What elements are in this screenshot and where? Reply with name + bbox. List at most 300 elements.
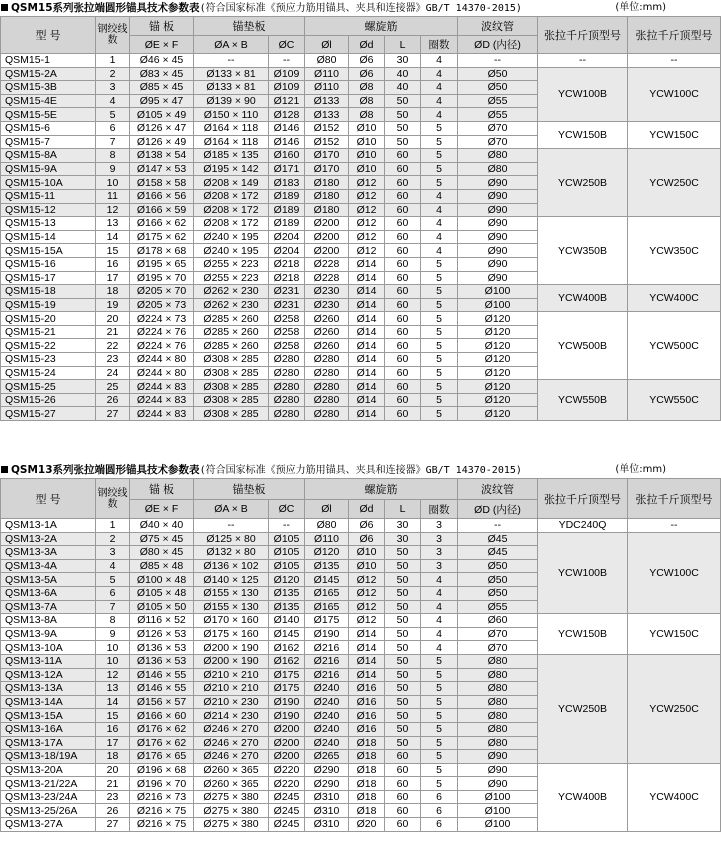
header-model: 型 号	[1, 479, 96, 519]
subheader-c: ØC	[269, 36, 305, 54]
cell-spiral-l: Ø260	[305, 325, 349, 339]
cell-anchor-plate: Ø244 × 83	[130, 393, 194, 407]
cell-jack-b: --	[538, 54, 628, 68]
header-spiral: 螺旋筋	[305, 17, 458, 36]
cell-bearing-c: Ø245	[269, 790, 305, 804]
cell-strands: 9	[96, 627, 130, 641]
cell-spiral-l: Ø170	[305, 149, 349, 163]
cell-model: QSM15-2A	[1, 67, 96, 81]
cell-bearing-plate: Ø208 × 172	[194, 189, 269, 203]
cell-spiral-l: Ø165	[305, 600, 349, 614]
cell-model: QSM13-21/22A	[1, 777, 96, 791]
cell-spiral-length: 60	[385, 244, 421, 258]
cell-spiral-turns: 5	[421, 763, 458, 777]
cell-jack-c: YCW100C	[628, 532, 721, 614]
cell-spiral-d: Ø10	[349, 546, 385, 560]
cell-spiral-turns: 6	[421, 804, 458, 818]
cell-spiral-length: 60	[385, 162, 421, 176]
cell-spiral-d: Ø14	[349, 353, 385, 367]
cell-bearing-plate: Ø185 × 135	[194, 149, 269, 163]
cell-spiral-l: Ø145	[305, 573, 349, 587]
cell-model: QSM15-7	[1, 135, 96, 149]
cell-jack-c: YCW250C	[628, 149, 721, 217]
cell-spiral-d: Ø14	[349, 271, 385, 285]
cell-strands: 27	[96, 407, 130, 421]
cell-model: QSM15-10A	[1, 176, 96, 190]
cell-duct: Ø90	[458, 271, 538, 285]
cell-spiral-l: Ø216	[305, 654, 349, 668]
cell-spiral-d: Ø14	[349, 654, 385, 668]
cell-spiral-d: Ø16	[349, 722, 385, 736]
cell-duct: Ø80	[458, 654, 538, 668]
cell-bearing-c: Ø128	[269, 108, 305, 122]
cell-bearing-plate: Ø285 × 260	[194, 339, 269, 353]
cell-model: QSM13-27A	[1, 818, 96, 832]
cell-duct: --	[458, 54, 538, 68]
cell-anchor-plate: Ø244 × 83	[130, 380, 194, 394]
cell-spiral-length: 50	[385, 682, 421, 696]
table-row	[1, 121, 721, 135]
cell-spiral-l: Ø240	[305, 682, 349, 696]
cell-duct: Ø55	[458, 600, 538, 614]
cell-spiral-d: Ø6	[349, 532, 385, 546]
cell-spiral-d: Ø8	[349, 81, 385, 95]
cell-spiral-length: 50	[385, 573, 421, 587]
cell-spiral-length: 60	[385, 763, 421, 777]
cell-bearing-plate: Ø200 × 190	[194, 641, 269, 655]
cell-spiral-l: Ø290	[305, 763, 349, 777]
cell-duct: Ø50	[458, 81, 538, 95]
cell-spiral-length: 50	[385, 668, 421, 682]
cell-spiral-turns: 3	[421, 532, 458, 546]
cell-spiral-turns: 4	[421, 189, 458, 203]
cell-spiral-d: Ø18	[349, 736, 385, 750]
cell-strands: 17	[96, 736, 130, 750]
cell-model: QSM15-19	[1, 298, 96, 312]
qsm15-section	[0, 0, 713, 421]
cell-strands: 13	[96, 217, 130, 231]
cell-duct: Ø100	[458, 804, 538, 818]
cell-model: QSM15-24	[1, 366, 96, 380]
cell-spiral-turns: 4	[421, 203, 458, 217]
subheader-c: ØC	[269, 500, 305, 519]
cell-anchor-plate: Ø146 × 55	[130, 682, 194, 696]
cell-bearing-c: Ø105	[269, 546, 305, 560]
cell-strands: 26	[96, 393, 130, 407]
cell-duct: Ø80	[458, 162, 538, 176]
cell-strands: 3	[96, 81, 130, 95]
header-duct: 波纹管	[458, 479, 538, 500]
cell-spiral-turns: 5	[421, 736, 458, 750]
cell-anchor-plate: Ø178 × 68	[130, 244, 194, 258]
cell-spiral-turns: 3	[421, 519, 458, 533]
cell-bearing-c: Ø105	[269, 532, 305, 546]
cell-duct: Ø50	[458, 573, 538, 587]
cell-bearing-c: Ø135	[269, 600, 305, 614]
cell-duct: Ø90	[458, 230, 538, 244]
cell-model: QSM13-10A	[1, 641, 96, 655]
cell-model: QSM15-8A	[1, 149, 96, 163]
cell-spiral-d: Ø18	[349, 763, 385, 777]
cell-spiral-d: Ø14	[349, 380, 385, 394]
cell-model: QSM13-17A	[1, 736, 96, 750]
cell-spiral-l: Ø240	[305, 709, 349, 723]
cell-model: QSM13-11A	[1, 654, 96, 668]
cell-bearing-plate: Ø308 × 285	[194, 366, 269, 380]
cell-spiral-length: 60	[385, 366, 421, 380]
cell-duct: Ø70	[458, 641, 538, 655]
cell-duct: Ø120	[458, 366, 538, 380]
cell-duct: Ø80	[458, 709, 538, 723]
cell-bearing-c: Ø200	[269, 750, 305, 764]
cell-spiral-l: Ø110	[305, 67, 349, 81]
cell-bearing-plate: Ø133 × 81	[194, 67, 269, 81]
cell-anchor-plate: Ø216 × 73	[130, 790, 194, 804]
cell-strands: 8	[96, 614, 130, 628]
cell-spiral-turns: 4	[421, 81, 458, 95]
subheader-l: Øl	[305, 500, 349, 519]
cell-model: QSM13-16A	[1, 722, 96, 736]
cell-model: QSM13-5A	[1, 573, 96, 587]
cell-duct: Ø90	[458, 763, 538, 777]
header-strands: 钢绞线数	[96, 17, 130, 54]
cell-spiral-length: 60	[385, 271, 421, 285]
cell-spiral-l: Ø280	[305, 366, 349, 380]
cell-spiral-l: Ø310	[305, 818, 349, 832]
qsm15-standard: (符合国家标准《预应力筋用锚具、夹具和连接器》GB/T 14370-2015)	[199, 3, 522, 14]
cell-anchor-plate: Ø176 × 62	[130, 736, 194, 750]
cell-strands: 16	[96, 257, 130, 271]
cell-bearing-plate: Ø275 × 380	[194, 818, 269, 832]
cell-bearing-c: Ø189	[269, 217, 305, 231]
cell-anchor-plate: Ø85 × 48	[130, 559, 194, 573]
cell-anchor-plate: Ø244 × 80	[130, 353, 194, 367]
cell-spiral-length: 60	[385, 176, 421, 190]
cell-anchor-plate: Ø85 × 45	[130, 81, 194, 95]
cell-jack-b: YCW400B	[538, 763, 628, 831]
cell-bearing-c: Ø204	[269, 244, 305, 258]
cell-bearing-c: Ø200	[269, 722, 305, 736]
cell-bearing-c: Ø105	[269, 559, 305, 573]
cell-duct: Ø80	[458, 682, 538, 696]
cell-anchor-plate: Ø95 × 47	[130, 94, 194, 108]
cell-anchor-plate: Ø83 × 45	[130, 67, 194, 81]
cell-anchor-plate: Ø40 × 40	[130, 519, 194, 533]
cell-bearing-c: Ø162	[269, 654, 305, 668]
cell-spiral-d: Ø14	[349, 339, 385, 353]
cell-bearing-c: Ø120	[269, 573, 305, 587]
cell-spiral-d: Ø14	[349, 366, 385, 380]
cell-spiral-d: Ø6	[349, 519, 385, 533]
cell-spiral-l: Ø280	[305, 407, 349, 421]
cell-spiral-l: Ø290	[305, 777, 349, 791]
subheader-turns: 圈数	[421, 500, 458, 519]
cell-bearing-c: Ø245	[269, 818, 305, 832]
qsm13-section	[0, 462, 713, 832]
cell-spiral-l: Ø170	[305, 162, 349, 176]
header-spiral: 螺旋筋	[305, 479, 458, 500]
cell-spiral-d: Ø12	[349, 176, 385, 190]
cell-spiral-turns: 4	[421, 244, 458, 258]
qsm15-title-bar	[0, 0, 680, 16]
cell-strands: 14	[96, 230, 130, 244]
cell-spiral-d: Ø12	[349, 244, 385, 258]
cell-strands: 3	[96, 546, 130, 560]
cell-spiral-turns: 5	[421, 135, 458, 149]
cell-duct: Ø50	[458, 67, 538, 81]
cell-spiral-l: Ø120	[305, 546, 349, 560]
header-anchor-plate: 锚 板	[130, 479, 194, 500]
cell-duct: Ø90	[458, 750, 538, 764]
cell-jack-c: YCW400C	[628, 763, 721, 831]
cell-spiral-d: Ø12	[349, 230, 385, 244]
cell-model: QSM15-5E	[1, 108, 96, 122]
cell-spiral-length: 60	[385, 189, 421, 203]
cell-spiral-d: Ø12	[349, 217, 385, 231]
cell-spiral-turns: 5	[421, 366, 458, 380]
cell-bearing-plate: Ø133 × 81	[194, 81, 269, 95]
cell-strands: 10	[96, 176, 130, 190]
cell-spiral-turns: 4	[421, 67, 458, 81]
cell-bearing-c: Ø200	[269, 736, 305, 750]
cell-bearing-plate: Ø150 × 110	[194, 108, 269, 122]
cell-bearing-c: Ø280	[269, 393, 305, 407]
cell-bearing-plate: Ø308 × 285	[194, 393, 269, 407]
cell-spiral-length: 50	[385, 709, 421, 723]
cell-spiral-d: Ø12	[349, 600, 385, 614]
cell-bearing-plate: Ø240 × 195	[194, 244, 269, 258]
cell-bearing-plate: Ø210 × 230	[194, 695, 269, 709]
cell-strands: 19	[96, 298, 130, 312]
header-strands: 钢绞线数	[96, 479, 130, 519]
cell-bearing-plate: Ø308 × 285	[194, 407, 269, 421]
cell-model: QSM13-4A	[1, 559, 96, 573]
cell-jack-b: YCW250B	[538, 149, 628, 217]
header-jack-b: 张拉千斤顶型号	[538, 479, 628, 519]
cell-strands: 12	[96, 203, 130, 217]
cell-anchor-plate: Ø147 × 53	[130, 162, 194, 176]
cell-spiral-d: Ø12	[349, 586, 385, 600]
cell-spiral-turns: 5	[421, 271, 458, 285]
cell-model: QSM13-23/24A	[1, 790, 96, 804]
cell-spiral-turns: 5	[421, 162, 458, 176]
cell-model: QSM15-20	[1, 312, 96, 326]
cell-jack-b: YDC240Q	[538, 519, 628, 533]
cell-bearing-plate: Ø260 × 365	[194, 777, 269, 791]
cell-jack-c: YCW350C	[628, 217, 721, 285]
cell-anchor-plate: Ø126 × 53	[130, 627, 194, 641]
cell-spiral-turns: 5	[421, 121, 458, 135]
cell-bearing-c: Ø280	[269, 353, 305, 367]
cell-spiral-turns: 5	[421, 298, 458, 312]
cell-spiral-length: 40	[385, 67, 421, 81]
cell-spiral-d: Ø8	[349, 108, 385, 122]
cell-model: QSM13-18/19A	[1, 750, 96, 764]
cell-duct: Ø120	[458, 407, 538, 421]
cell-bearing-c: Ø183	[269, 176, 305, 190]
cell-strands: 9	[96, 162, 130, 176]
cell-anchor-plate: Ø175 × 62	[130, 230, 194, 244]
cell-bearing-c: --	[269, 54, 305, 68]
qsm15-table-body	[1, 54, 721, 421]
header-jack-c: 张拉千斤顶型号	[628, 17, 721, 54]
cell-spiral-d: Ø14	[349, 627, 385, 641]
cell-model: QSM13-20A	[1, 763, 96, 777]
subheader-a-b: ØA × B	[194, 36, 269, 54]
cell-model: QSM13-15A	[1, 709, 96, 723]
cell-spiral-length: 60	[385, 285, 421, 299]
cell-jack-c: --	[628, 519, 721, 533]
cell-anchor-plate: Ø166 × 56	[130, 189, 194, 203]
cell-spiral-length: 60	[385, 257, 421, 271]
cell-spiral-turns: 4	[421, 54, 458, 68]
cell-duct: Ø55	[458, 94, 538, 108]
cell-bearing-c: Ø175	[269, 682, 305, 696]
cell-bearing-c: Ø135	[269, 586, 305, 600]
cell-jack-b: YCW250B	[538, 654, 628, 763]
cell-bearing-c: Ø175	[269, 668, 305, 682]
cell-anchor-plate: Ø196 × 68	[130, 763, 194, 777]
cell-spiral-l: Ø165	[305, 586, 349, 600]
cell-spiral-d: Ø14	[349, 312, 385, 326]
cell-spiral-length: 60	[385, 750, 421, 764]
cell-model: QSM15-26	[1, 393, 96, 407]
cell-spiral-length: 30	[385, 532, 421, 546]
cell-anchor-plate: Ø116 × 52	[130, 614, 194, 628]
cell-strands: 17	[96, 271, 130, 285]
cell-spiral-length: 50	[385, 614, 421, 628]
cell-spiral-length: 60	[385, 393, 421, 407]
cell-bearing-c: Ø171	[269, 162, 305, 176]
cell-duct: Ø120	[458, 325, 538, 339]
cell-spiral-d: Ø14	[349, 298, 385, 312]
cell-bearing-c: Ø245	[269, 804, 305, 818]
cell-spiral-length: 30	[385, 519, 421, 533]
cell-spiral-d: Ø10	[349, 149, 385, 163]
cell-anchor-plate: Ø105 × 50	[130, 600, 194, 614]
cell-spiral-turns: 5	[421, 695, 458, 709]
cell-model: QSM15-6	[1, 121, 96, 135]
cell-spiral-turns: 5	[421, 750, 458, 764]
cell-spiral-turns: 5	[421, 257, 458, 271]
cell-jack-b: YCW350B	[538, 217, 628, 285]
cell-duct: Ø80	[458, 736, 538, 750]
cell-strands: 24	[96, 366, 130, 380]
cell-strands: 18	[96, 285, 130, 299]
cell-bearing-plate: Ø140 × 125	[194, 573, 269, 587]
cell-spiral-d: Ø18	[349, 804, 385, 818]
cell-spiral-d: Ø14	[349, 668, 385, 682]
cell-strands: 10	[96, 654, 130, 668]
cell-bearing-plate: Ø262 × 230	[194, 285, 269, 299]
cell-spiral-l: Ø135	[305, 559, 349, 573]
subheader-length: L	[385, 500, 421, 519]
cell-spiral-d: Ø16	[349, 695, 385, 709]
cell-anchor-plate: Ø224 × 73	[130, 312, 194, 326]
cell-bearing-plate: Ø132 × 80	[194, 546, 269, 560]
cell-strands: 11	[96, 189, 130, 203]
cell-spiral-l: Ø152	[305, 121, 349, 135]
cell-spiral-l: Ø230	[305, 285, 349, 299]
cell-model: QSM15-15A	[1, 244, 96, 258]
cell-spiral-d: Ø10	[349, 559, 385, 573]
cell-strands: 21	[96, 777, 130, 791]
cell-duct: Ø60	[458, 614, 538, 628]
cell-spiral-turns: 4	[421, 217, 458, 231]
cell-bearing-c: Ø258	[269, 325, 305, 339]
cell-duct: Ø100	[458, 285, 538, 299]
cell-bearing-plate: Ø260 × 365	[194, 763, 269, 777]
cell-jack-b: YCW500B	[538, 312, 628, 380]
header-duct: 波纹管	[458, 17, 538, 36]
cell-duct: Ø80	[458, 722, 538, 736]
cell-strands: 1	[96, 54, 130, 68]
table-row	[1, 532, 721, 546]
cell-spiral-l: Ø230	[305, 298, 349, 312]
cell-spiral-l: Ø216	[305, 668, 349, 682]
cell-spiral-length: 50	[385, 627, 421, 641]
cell-bearing-c: Ø190	[269, 695, 305, 709]
cell-duct: Ø50	[458, 586, 538, 600]
cell-duct: Ø70	[458, 627, 538, 641]
cell-bearing-plate: Ø164 × 118	[194, 135, 269, 149]
cell-bearing-c: Ø190	[269, 709, 305, 723]
cell-duct: Ø100	[458, 298, 538, 312]
table-row	[1, 285, 721, 299]
cell-strands: 14	[96, 695, 130, 709]
cell-spiral-length: 50	[385, 559, 421, 573]
cell-duct: Ø50	[458, 559, 538, 573]
subheader-duct-diameter: ØD (内径)	[458, 36, 538, 54]
cell-spiral-l: Ø80	[305, 519, 349, 533]
cell-spiral-turns: 5	[421, 393, 458, 407]
cell-spiral-l: Ø200	[305, 244, 349, 258]
cell-strands: 16	[96, 722, 130, 736]
cell-duct: Ø120	[458, 312, 538, 326]
cell-duct: Ø55	[458, 108, 538, 122]
cell-spiral-l: Ø240	[305, 695, 349, 709]
cell-strands: 18	[96, 750, 130, 764]
cell-strands: 23	[96, 353, 130, 367]
cell-spiral-d: Ø14	[349, 641, 385, 655]
subheader-a-b: ØA × B	[194, 500, 269, 519]
table-row	[1, 614, 721, 628]
cell-duct: Ø90	[458, 244, 538, 258]
qsm15-unit: (单位:mm)	[615, 2, 666, 13]
cell-spiral-l: Ø260	[305, 312, 349, 326]
cell-jack-b: YCW150B	[538, 614, 628, 655]
cell-bearing-c: Ø109	[269, 67, 305, 81]
cell-spiral-turns: 5	[421, 407, 458, 421]
cell-spiral-length: 50	[385, 600, 421, 614]
cell-spiral-turns: 5	[421, 777, 458, 791]
cell-bearing-c: Ø189	[269, 203, 305, 217]
cell-model: QSM15-1	[1, 54, 96, 68]
cell-spiral-l: Ø240	[305, 736, 349, 750]
cell-model: QSM13-7A	[1, 600, 96, 614]
cell-anchor-plate: Ø196 × 70	[130, 777, 194, 791]
cell-spiral-turns: 4	[421, 600, 458, 614]
cell-spiral-turns: 5	[421, 149, 458, 163]
cell-model: QSM15-11	[1, 189, 96, 203]
cell-spiral-l: Ø180	[305, 189, 349, 203]
cell-anchor-plate: Ø136 × 53	[130, 654, 194, 668]
cell-jack-c: YCW150C	[628, 614, 721, 655]
cell-strands: 6	[96, 586, 130, 600]
cell-spiral-l: Ø180	[305, 203, 349, 217]
cell-spiral-turns: 5	[421, 325, 458, 339]
cell-anchor-plate: Ø205 × 73	[130, 298, 194, 312]
